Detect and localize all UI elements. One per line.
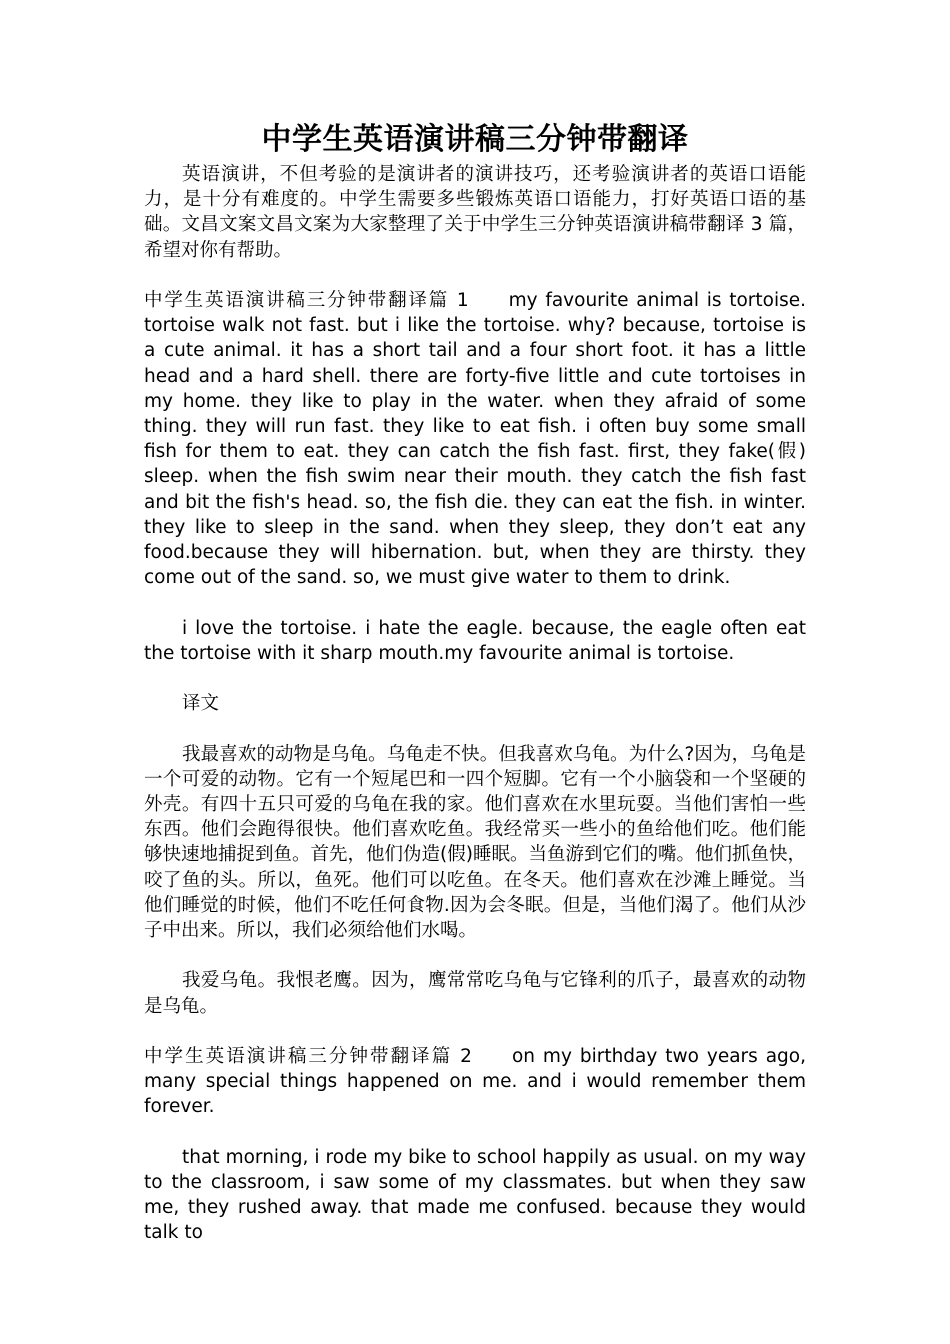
paragraph-gap [144,943,806,968]
translation-paragraph-2: 我爱乌龟。我恨老鹰。因为，鹰常常吃乌龟与它锋利的爪子，最喜欢的动物是乌龟。 [144,970,806,1017]
section-1-heading: 中学生英语演讲稿三分钟带翻译篇 1 [144,290,469,311]
paragraph-gap [144,1120,806,1145]
paragraph-gap [144,590,806,615]
section-1-paragraph-2: i love the tortoise. i hate the eagle. because, the eagle often eat the tortoise with it sharp mouth.my favourite animal is tortoise. [144,617,806,664]
paragraph-gap [144,1019,806,1044]
section-1-text: my favourite animal is tortoise. tortoise walk not fast. but i like the tortoise. why? because, tortoise is a cute animal. it has a short tail and a four short foot. it has a little head and a hard shell. there are forty-five little and cute tortoises in my home. they like to play in the water. when they afraid of some thing. they will run fast. they like to eat fish. i often buy some small fish for them to eat. they can catch the fish fast. first, they fake(假) sleep. when the fish swim near their mouth. they catch the fish fast and bit the fish's head. so, the fish die. they can eat the fish. in winter. they like to sleep in the sand. when they sleep, they don’t eat any food.because they will hibernation. but, when they are thirsty. they come out of the sand. so, we must give water to them to drink. [144,290,806,589]
section-1-paragraph [144,288,806,590]
section-2-text: on my birthday two years ago, many special things happened on me. and i would remember them forever. [144,1046,807,1118]
paragraph-gap [144,716,806,741]
translation-paragraph-1: 我最喜欢的动物是乌龟。乌龟走不快。但我喜欢乌龟。为什么?因为，乌龟是一个可爱的动物。它有一个短尾巴和一四个短脚。它有一个小脑袋和一个坚硬的外壳。有四十五只可爱的乌龟在我的家。他们喜欢在水里玩耍。当他们害怕一些东西。他们会跑得很快。他们喜欢吃鱼。我经常买一些小的鱼给他们吃。他们能够快速地捕捉到鱼。首先，他们伪造(假)睡眠。当鱼游到它们的嘴。他们抓鱼快，咬了鱼的头。所以，鱼死。他们可以吃鱼。在冬天。他们喜欢在沙滩上睡觉。当他们睡觉的时候，他们不吃任何食物.因为会冬眠。但是，当他们渴了。他们从沙子中出来。所以，我们必须给他们水喝。 [144,743,806,942]
intro-paragraph: 英语演讲，不但考验的是演讲者的演讲技巧，还考验演讲者的英语口语能力，是十分有难度的。中学生需要多些锻炼英语口语能力，打好英语口语的基础。文昌文案文昌文案为大家整理了关于中学生三分钟英语演讲稿带翻译 3 篇，希望对你有帮助。 [144,164,806,261]
document-title: 中学生英语演讲稿三分钟带翻译 [261,122,689,157]
paragraph-gap [144,263,806,288]
section-2-paragraph [144,1044,806,1120]
section-2-heading: 中学生英语演讲稿三分钟带翻译篇 2 [144,1046,472,1068]
document-body [144,118,806,1246]
section-2-paragraph-2: that morning, i rode my bike to school happily as usual. on my way to the classroom, i saw some of my classmates. but when they saw me, they rushed away. that made me confused. because they would talk to [144,1146,806,1244]
paragraph-gap [144,666,806,691]
translation-label: 译文 [182,693,220,715]
